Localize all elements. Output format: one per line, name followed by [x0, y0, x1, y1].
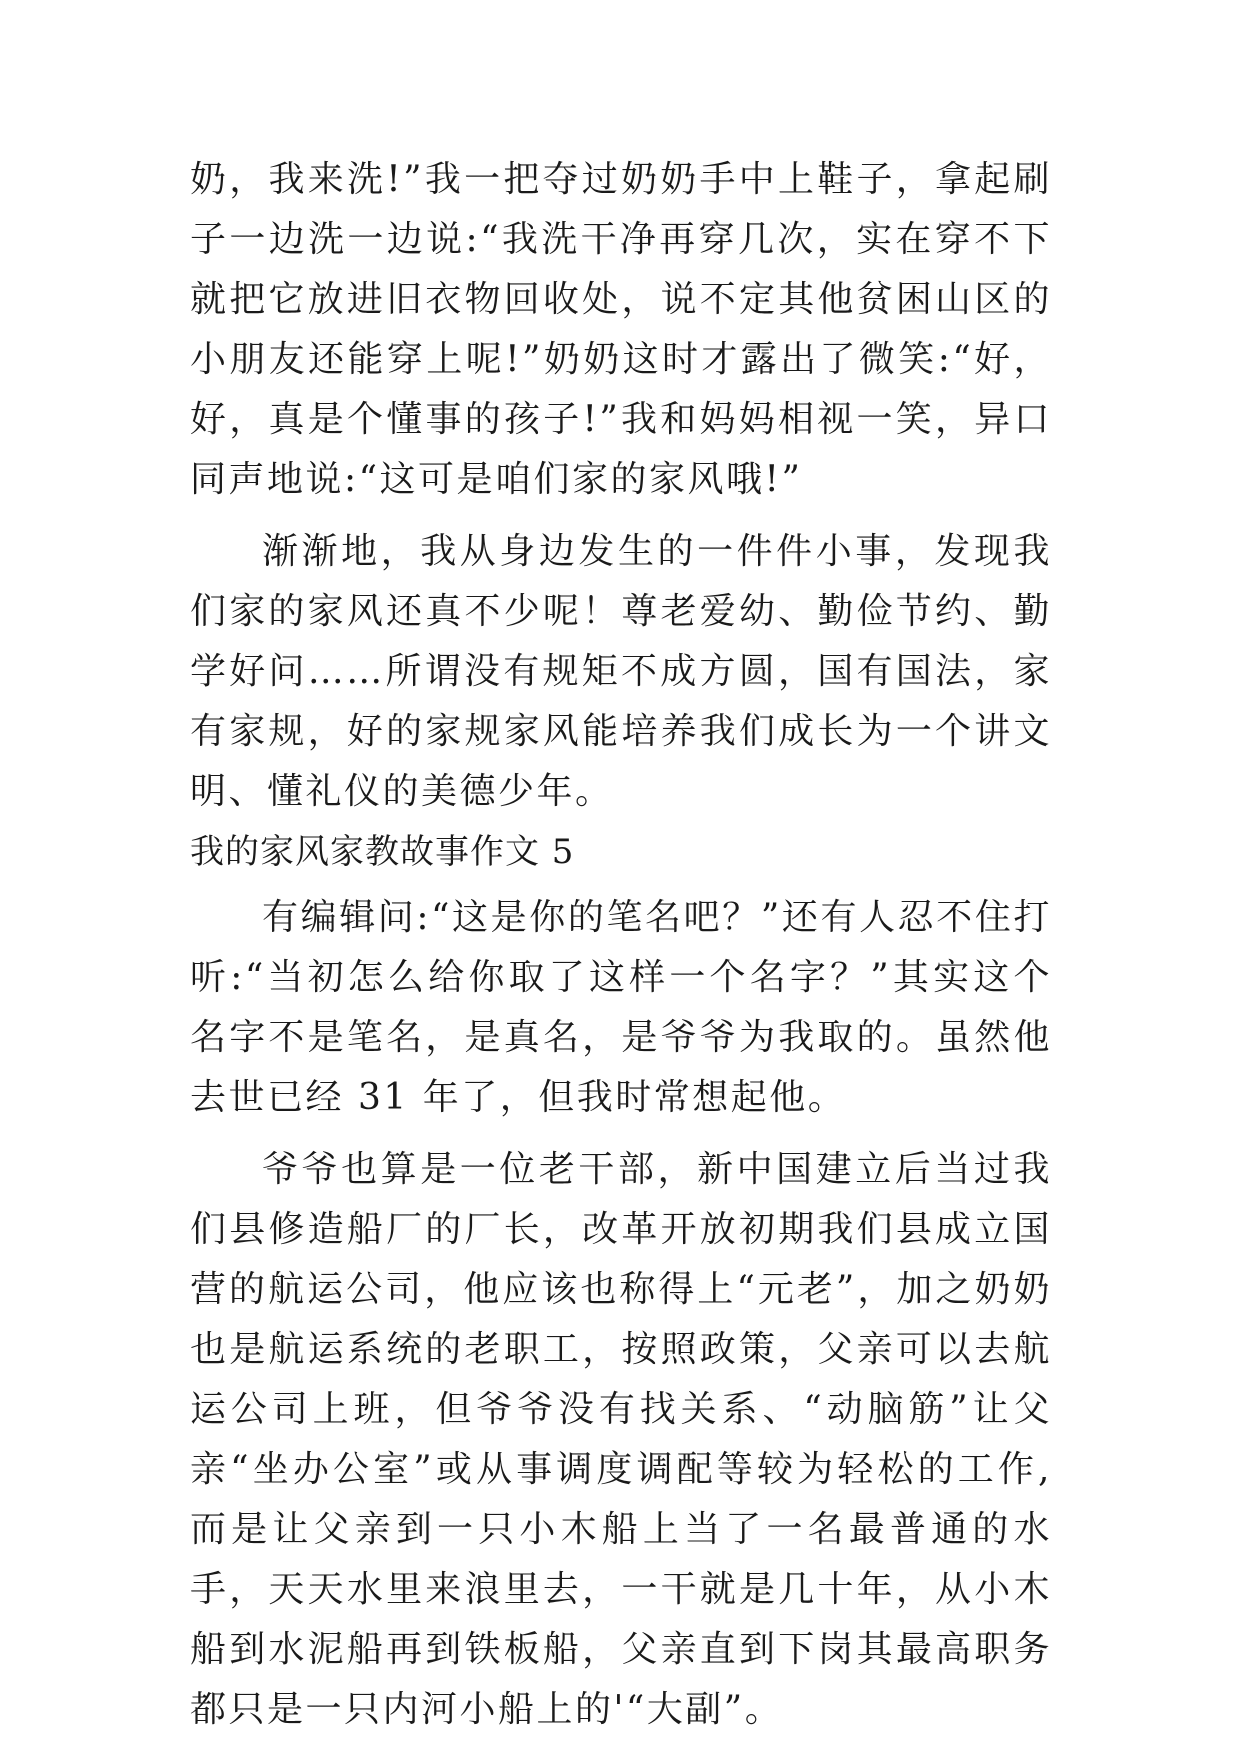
section-heading: 我的家风家教故事作文 5 [190, 832, 575, 872]
paragraph-continuation: 奶，我来洗!”我一把夺过奶奶手中上鞋子，拿起刷子一边洗一边说:“我洗干净再穿几次，实在穿不下就把它放进旧衣物回收处，说不定其他贫困山区的小朋友还能穿上呢!”奶奶这时才露出了微笑:“好，好，真是个懂事的孩子!”我和妈妈相视一笑，异口同声地说:“这可是咱们家的家风哦!” [190, 159, 1052, 500]
paragraph-name-origin: 有编辑问:“这是你的笔名吧？”还有人忍不住打听:“当初怎么给你取了这样一个名字？”其实这个名字不是笔名，是真名，是爷爷为我取的。虽然他去世已经 31 年了，但我时常想起他。 [190, 897, 1052, 1118]
paragraph-family-tradition: 渐渐地，我从身边发生的一件件小事，发现我们家的家风还真不少呢！尊老爱幼、勤俭节约、勤学好问……所谓没有规矩不成方圆，国有国法，家有家规，好的家规家风能培养我们成长为一个讲文明、懂礼仪的美德少年。 [190, 531, 1052, 812]
paragraph-grandfather: 爷爷也算是一位老干部，新中国建立后当过我们县修造船厂的厂长，改革开放初期我们县成立国营的航运公司，他应该也称得上“元老”，加之奶奶也是航运系统的老职工，按照政策，父亲可以去航运公司上班，但爷爷没有找关系、“动脑筋”让父亲“坐办公室”或从事调度调配等较为轻松的工作,而是让父亲到一只小木船上当了一名最普通的水手，天天水里来浪里去，一干就是几十年，从小木船到水泥船再到铁板船，父亲直到下岗其最高职务都只是一只内河小船上的'“大副”。 [190, 1149, 1052, 1730]
document-body [190, 150, 1052, 1740]
